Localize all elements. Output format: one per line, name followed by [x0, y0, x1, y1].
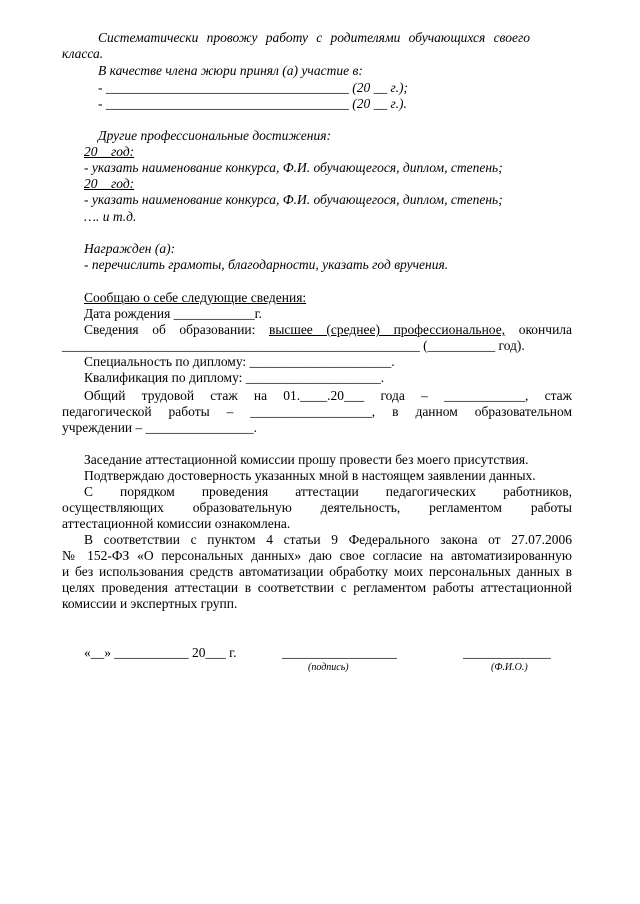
info-title: Сообщаю о себе следующие сведения:: [84, 290, 307, 305]
qualification-label: Квалификация по диплому:: [84, 370, 243, 385]
statement-consent-2: № 152-ФЗ «О персональных данных» даю свое согласие на автоматизированную: [62, 548, 572, 563]
jury-item-2: - ____________________________________ (20 __ г.).: [98, 96, 407, 111]
birth-date-label: Дата рождения: [84, 306, 171, 321]
statement-consent-5: комиссии и экспертных групп.: [62, 596, 238, 611]
statement-consent-1: В соответствии с пунктом 4 статьи 9 Федерального закона от 27.07.2006: [84, 532, 572, 547]
education-row: [84, 322, 572, 338]
experience-line-2: педагогической работы – __________________, в данном образовательном: [62, 404, 572, 419]
qualification-field: ____________________.: [245, 370, 385, 385]
awards-title: Награжден (а):: [84, 241, 176, 256]
statement-procedure-3: аттестационной комиссии ознакомлена.: [62, 516, 291, 531]
jury-item-1: - ____________________________________ (20 __ г.);: [98, 80, 408, 95]
qualification-row: [84, 370, 384, 386]
awards-text: - перечислить грамоты, благодарности, указать год вручения.: [84, 257, 449, 272]
education-end: окончила: [518, 322, 573, 337]
statement-consent-4: целях проведения аттестации в соответствии с регламентом работы аттестационной: [62, 580, 572, 595]
year-label-2: 20__год:: [84, 176, 135, 191]
signature-field: _________________: [282, 645, 397, 660]
statement-procedure-2: осуществляющих образовательную деятельность, регламентом работы: [62, 500, 572, 515]
education-value: высшее (среднее) профессиональное,: [268, 322, 506, 337]
jury-title: В качестве члена жюри принял (а) участие в:: [98, 63, 363, 78]
birth-date-row: [84, 306, 262, 322]
statement-confirm-data: Подтверждаю достоверность указанных мной в настоящем заявлении данных.: [84, 468, 536, 483]
year-label-1: 20__год:: [84, 144, 135, 159]
contest-line-1: - указать наименование конкурса, Ф.И. обучающегося, диплом, степень;: [84, 160, 503, 175]
experience-line-1: Общий трудовой стаж на 01.____.20___ года – ____________, стаж: [84, 388, 572, 403]
contest-line-2: - указать наименование конкурса, Ф.И. обучающегося, диплом, степень;: [84, 192, 503, 207]
fio-caption: (Ф.И.О.): [491, 662, 528, 673]
signature-date: «__» ___________ 20___ г.: [84, 645, 237, 660]
birth-date-field: ____________г.: [173, 306, 263, 321]
etc-line: …. и т.д.: [84, 209, 137, 224]
achievements-title: Другие профессиональные достижения:: [98, 128, 332, 143]
statement-no-presence: Заседание аттестационной комиссии прошу провести без моего присутствия.: [84, 452, 529, 467]
parents-work-line: Систематически провожу работу с родителями обучающихся своего: [98, 30, 530, 45]
parents-work-line-cont: класса.: [62, 46, 104, 61]
fio-field: _____________: [463, 645, 551, 660]
education-year-field: (__________ год).: [423, 338, 525, 353]
signature-caption: (подпись): [308, 662, 349, 673]
statement-consent-3: и без использования средств автоматизации обработку моих персональных данных в: [62, 564, 572, 579]
specialty-row: [84, 354, 395, 370]
specialty-field: _____________________.: [249, 354, 395, 369]
education-row-2: [62, 338, 525, 354]
specialty-label: Специальность по диплому:: [84, 354, 247, 369]
education-label: Сведения об образовании:: [84, 322, 256, 337]
experience-line-3: учреждении – ________________.: [62, 420, 258, 435]
statement-procedure-1: С порядком проведения аттестации педагогических работников,: [84, 484, 572, 499]
education-institution-field: _____________________________________________________: [62, 338, 420, 353]
